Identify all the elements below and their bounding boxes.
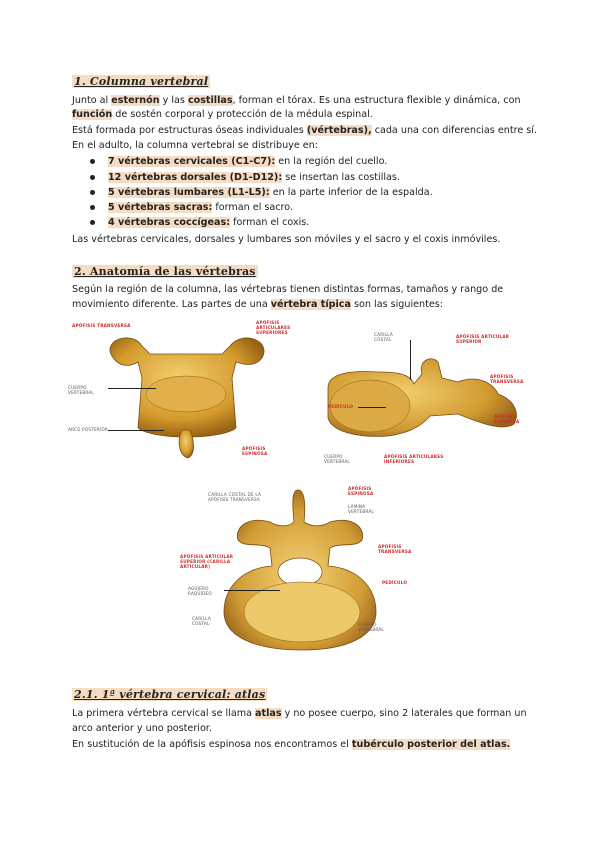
label-apofisis-espinosa: APÓFISIS ESPINOSA [348,486,374,496]
label-apofisis-espinosa: APÓFISIS ESPINOSA [242,446,268,456]
figure-vertebra-top [180,482,420,652]
label-agujero-raquideo: AGUJERO RAQUÍDEO [188,586,212,596]
label-apofisis-articulares-inferiores: APÓFISIS ARTICULARES INFERIORES [384,454,444,464]
paragraph-structure: Está formada por estructuras óseas individuales (vértebras), cada una con diferencias entre sí. [72,125,537,136]
section-1-title: 1. Columna vertebral [74,75,209,88]
label-apofisis-transversa: APÓFISIS TRANSVERSA [490,374,524,384]
label-carilla-costal: CARILLA COSTAL [192,616,211,626]
figure-vertebra-front [68,318,292,468]
label-cuerpo-vertebral: CUERPO VERTEBRAL [358,622,384,632]
paragraph-distribution: En el adulto, la columna vertebral se distribuye en: [72,140,318,151]
label-carilla-costal: CARILLA COSTAL [374,332,393,342]
label-arco-posterior: ARCO POSTERIOR [68,427,108,432]
label-pediculo: PEDÍCULO [382,580,408,585]
leader-line [108,430,164,431]
label-apofisis-articular-superior: APÓFISIS ARTICULAR SUPERIOR (CARILLA ARTICULAR) [180,554,234,569]
paragraph-anatomy-2: movimiento diferente. Las partes de una vértebra típica son las siguientes: [72,299,444,310]
paragraph-mobility: Las vértebras cervicales, dorsales y lumbares son móviles y el sacro y el coxis inmóviles. [72,234,501,245]
leader-line [410,340,411,380]
paragraph-function: función de sostén corporal y protección de la médula espinal. [72,109,373,120]
section-2-title: 2. Anatomía de las vértebras [74,265,256,278]
figure-vertebra-lateral [318,318,530,468]
leader-line [358,407,386,408]
section-2-1-title: 2.1. 1ª vértebra cervical: atlas [74,688,266,701]
label-cuerpo-vertebral: CUERPO VERTEBRAL [68,385,94,395]
list-item: 5 vértebras lumbares (L1-L5): en la parte inferior de la espalda. [90,187,433,198]
list-item: 7 vértebras cervicales (C1-C7): en la región del cuello. [90,156,387,167]
list-item: 5 vértebras sacras: forman el sacro. [90,202,293,213]
paragraph-anatomy-1: Según la región de la columna, las vértebras tienen distintas formas, tamaños y rango de [72,284,504,295]
label-carilla-costal-transversa: CARILLA COSTAL DE LA APÓFISIS TRANSVERSA [208,492,262,502]
paragraph-atlas-1: La primera vértebra cervical se llama atlas y no posee cuerpo, sino 2 laterales que forman un [72,708,527,719]
label-apofisis-transversa: APÓFISIS TRANSVERSA [72,323,131,328]
list-item: 12 vértebras dorsales (D1-D12): se insertan las costillas. [90,172,400,183]
label-lamina-vertebral: LÁMINA VERTEBRAL [348,504,374,514]
paragraph-atlas-2: arco anterior y uno posterior. [72,723,212,734]
label-apofisis-transversa: APÓFISIS TRANSVERSA [378,544,412,554]
paragraph-intro: Junto al esternón y las costillas, forman el tórax. Es una estructura flexible y dinámica, con [72,95,521,106]
label-apofisis-articulares: APÓFISIS ARTICULARES SUPERIORES [256,320,291,335]
leader-line [108,388,156,389]
leader-line [224,590,280,591]
list-item: 4 vértebras coccígeas: forman el coxis. [90,217,309,228]
label-cuerpo-vertebral: CUERPO VERTEBRAL [324,454,350,464]
paragraph-atlas-3: En sustitución de la apófisis espinosa nos encontramos el tubérculo posterior del atlas. [72,739,511,750]
label-pediculo: PEDÍCULO [328,404,354,409]
label-apofisis-espinosa: APÓFISIS ESPINOSA [494,414,520,424]
label-apofisis-articular-superior: APÓFISIS ARTICULAR SUPERIOR [456,334,510,344]
